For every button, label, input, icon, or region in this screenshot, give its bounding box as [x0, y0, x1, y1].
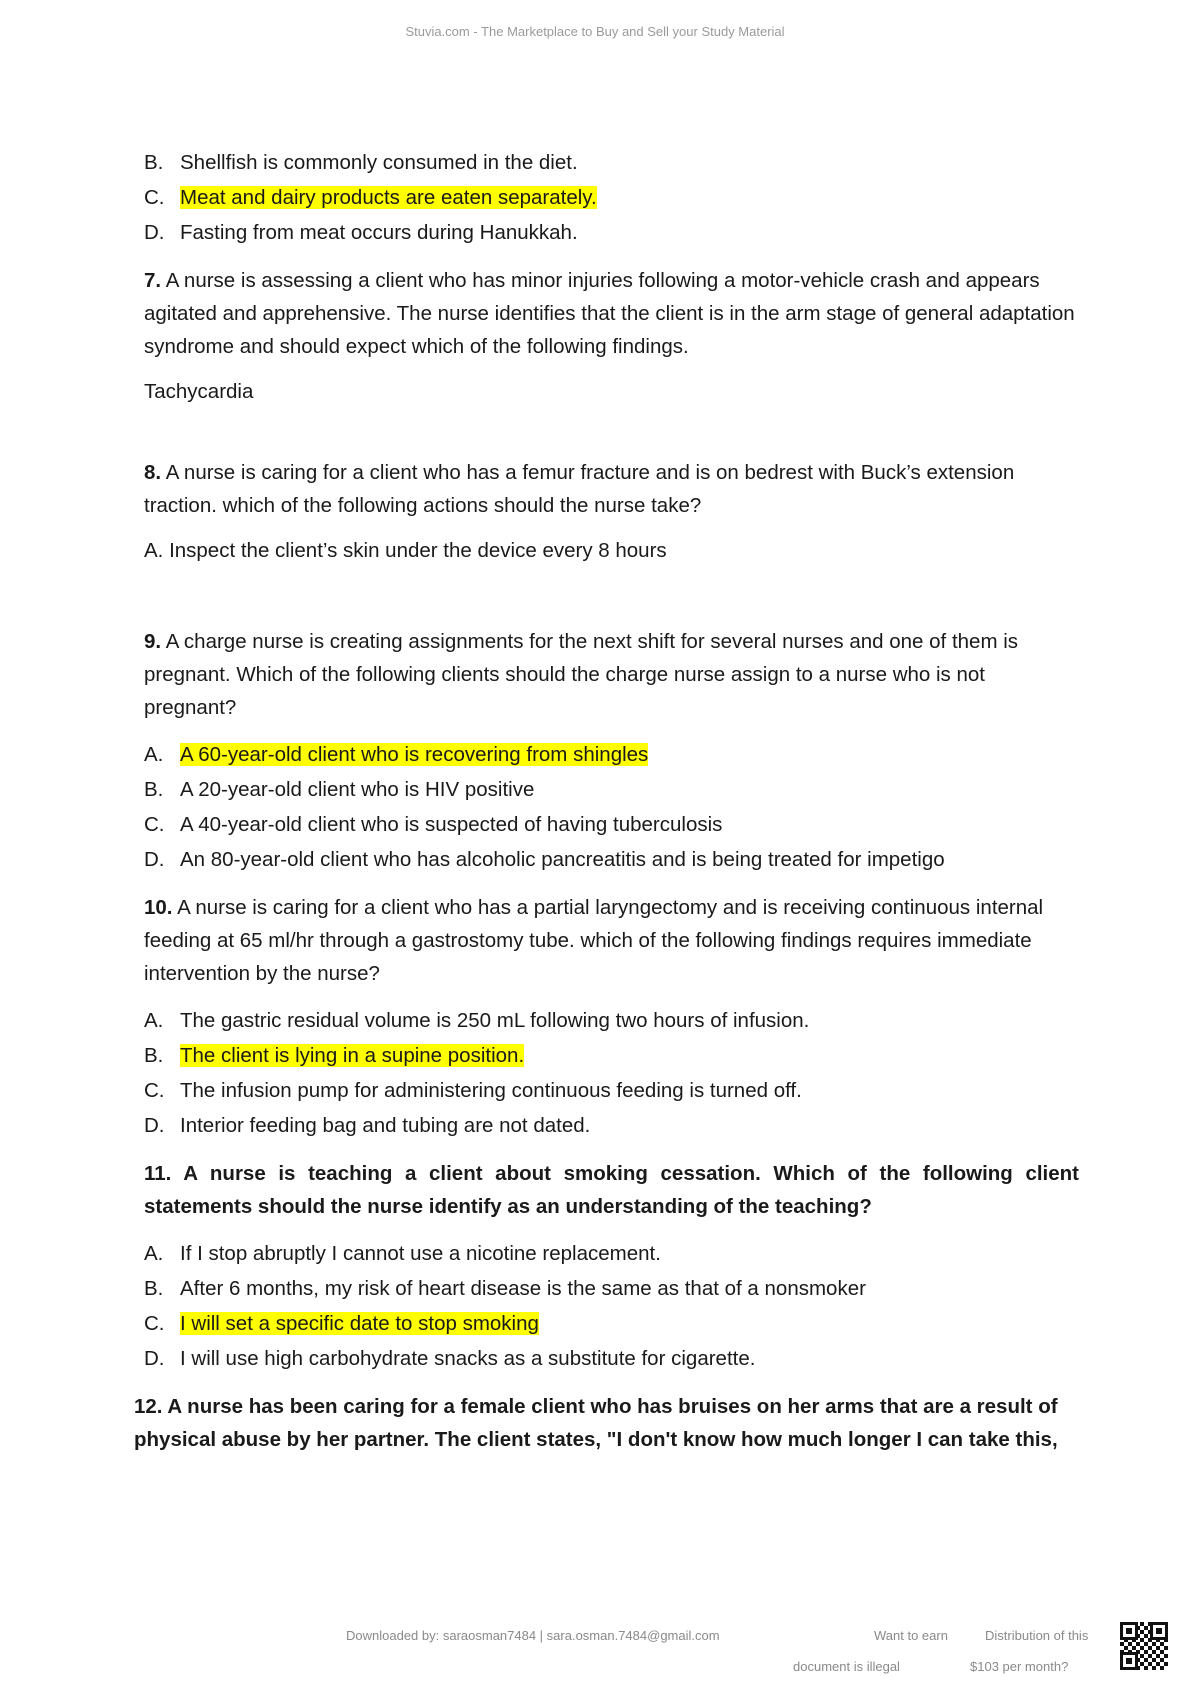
- question-10: [144, 891, 1079, 990]
- option-item: [144, 146, 1079, 181]
- q11-options: [144, 1237, 1079, 1377]
- question-text: A nurse is caring for a client who has a partial laryngectomy and is receiving continuous internal feeding at 65 ml/hr through a gastrostomy tube. which of the following findings requires immediate intervention by the nurse?: [144, 896, 1044, 985]
- option-item: [144, 216, 1079, 251]
- option-text-highlighted: Meat and dairy products are eaten separately.: [180, 186, 597, 209]
- q9-options: [144, 738, 1079, 878]
- answer-7: Tachycardia: [144, 380, 254, 403]
- qr-finder-pattern: [1120, 1652, 1138, 1670]
- footer-earn-line1[interactable]: Want to earn: [874, 1628, 948, 1643]
- question-12: 12. A nurse has been caring for a female client who has bruises on her arms that are a result of physical abuse by her partner. The client states, "I don't know how much longer I can take this,: [134, 1395, 1058, 1451]
- footer-earn-line2[interactable]: $103 per month?: [970, 1659, 1069, 1674]
- option-item: [144, 808, 1079, 843]
- question-7: [144, 264, 1079, 363]
- option-text: The infusion pump for administering continuous feeding is turned off.: [180, 1079, 802, 1102]
- option-text: Fasting from meat occurs during Hanukkah.: [180, 221, 578, 244]
- qr-finder-pattern: [1120, 1622, 1138, 1640]
- question-number: 9.: [144, 630, 162, 653]
- footer-distribution-line2: document is illegal: [793, 1659, 900, 1674]
- option-text-highlighted: A 60-year-old client who is recovering from shingles: [180, 743, 649, 766]
- option-letter: B.: [144, 1044, 164, 1067]
- footer-downloaded-by: Downloaded by: saraosman7484 | sara.osman.7484@gmail.com: [346, 1628, 720, 1643]
- question-text: A charge nurse is creating assignments for the next shift for several nurses and one of them is pregnant. Which of the following clients should the charge nurse assign to a nurse who is not pregnant?: [144, 630, 1019, 719]
- footer-distribution-line1: Distribution of this: [985, 1628, 1089, 1643]
- option-letter: C.: [144, 1079, 165, 1102]
- option-item: [144, 843, 1079, 878]
- option-text: An 80-year-old client who has alcoholic pancreatitis and is being treated for impetigo: [180, 848, 945, 871]
- question-number: 8.: [144, 461, 162, 484]
- option-letter: B.: [144, 778, 164, 801]
- document-body: [134, 146, 1079, 1456]
- option-item: [144, 773, 1079, 808]
- qr-code-icon[interactable]: [1120, 1622, 1168, 1670]
- option-item: [144, 181, 1079, 216]
- option-text: Interior feeding bag and tubing are not dated.: [180, 1114, 591, 1137]
- qr-finder-pattern: [1150, 1622, 1168, 1640]
- option-item: [144, 738, 1079, 773]
- option-text-highlighted: I will set a specific date to stop smoking: [180, 1312, 539, 1335]
- question-number: 10.: [144, 896, 173, 919]
- question-11: 11. A nurse is teaching a client about smoking cessation. Which of the following client statements should the nurse identify as an understanding of the teaching?: [144, 1162, 1079, 1218]
- option-letter: C.: [144, 186, 165, 209]
- option-letter: D.: [144, 1347, 165, 1370]
- question-number: 7.: [144, 269, 162, 292]
- option-letter: A.: [144, 743, 164, 766]
- option-letter: D.: [144, 848, 165, 871]
- option-item: [144, 1039, 1079, 1074]
- option-text-highlighted: The client is lying in a supine position.: [180, 1044, 525, 1067]
- option-item: [144, 1342, 1079, 1377]
- question-text: A nurse is caring for a client who has a femur fracture and is on bedrest with Buck’s extension traction. which of the following actions should the nurse take?: [144, 461, 1015, 517]
- option-text: Shellfish is commonly consumed in the diet.: [180, 151, 578, 174]
- option-text: A 40-year-old client who is suspected of having tuberculosis: [180, 813, 723, 836]
- option-letter: D.: [144, 221, 165, 244]
- option-letter: B.: [144, 151, 164, 174]
- q6-options: [144, 146, 1079, 251]
- option-letter: B.: [144, 1277, 164, 1300]
- option-text: The gastric residual volume is 250 mL following two hours of infusion.: [180, 1009, 810, 1032]
- option-letter: A.: [144, 1009, 164, 1032]
- question-text: A nurse is assessing a client who has minor injuries following a motor-vehicle crash and appears agitated and apprehensive. The nurse identifies that the client is in the arm stage of general adaptation syndrome and should expect which of the following findings.: [144, 269, 1075, 358]
- option-item: [144, 1004, 1079, 1039]
- option-text: If I stop abruptly I cannot use a nicotine replacement.: [180, 1242, 661, 1265]
- page-header: Stuvia.com - The Marketplace to Buy and Sell your Study Material: [405, 24, 785, 39]
- option-item: [144, 1109, 1079, 1144]
- option-letter: D.: [144, 1114, 165, 1137]
- question-8: [144, 456, 1079, 522]
- option-letter: C.: [144, 1312, 165, 1335]
- option-item: [144, 1307, 1079, 1342]
- option-text: A 20-year-old client who is HIV positive: [180, 778, 535, 801]
- question-9: [144, 625, 1079, 724]
- option-letter: A.: [144, 1242, 164, 1265]
- answer-8: A. Inspect the client’s skin under the device every 8 hours: [144, 539, 667, 562]
- option-letter: C.: [144, 813, 165, 836]
- option-text: After 6 months, my risk of heart disease is the same as that of a nonsmoker: [180, 1277, 866, 1300]
- q10-options: [144, 1004, 1079, 1144]
- option-item: [144, 1074, 1079, 1109]
- option-item: [144, 1237, 1079, 1272]
- option-text: I will use high carbohydrate snacks as a substitute for cigarette.: [180, 1347, 756, 1370]
- option-item: [144, 1272, 1079, 1307]
